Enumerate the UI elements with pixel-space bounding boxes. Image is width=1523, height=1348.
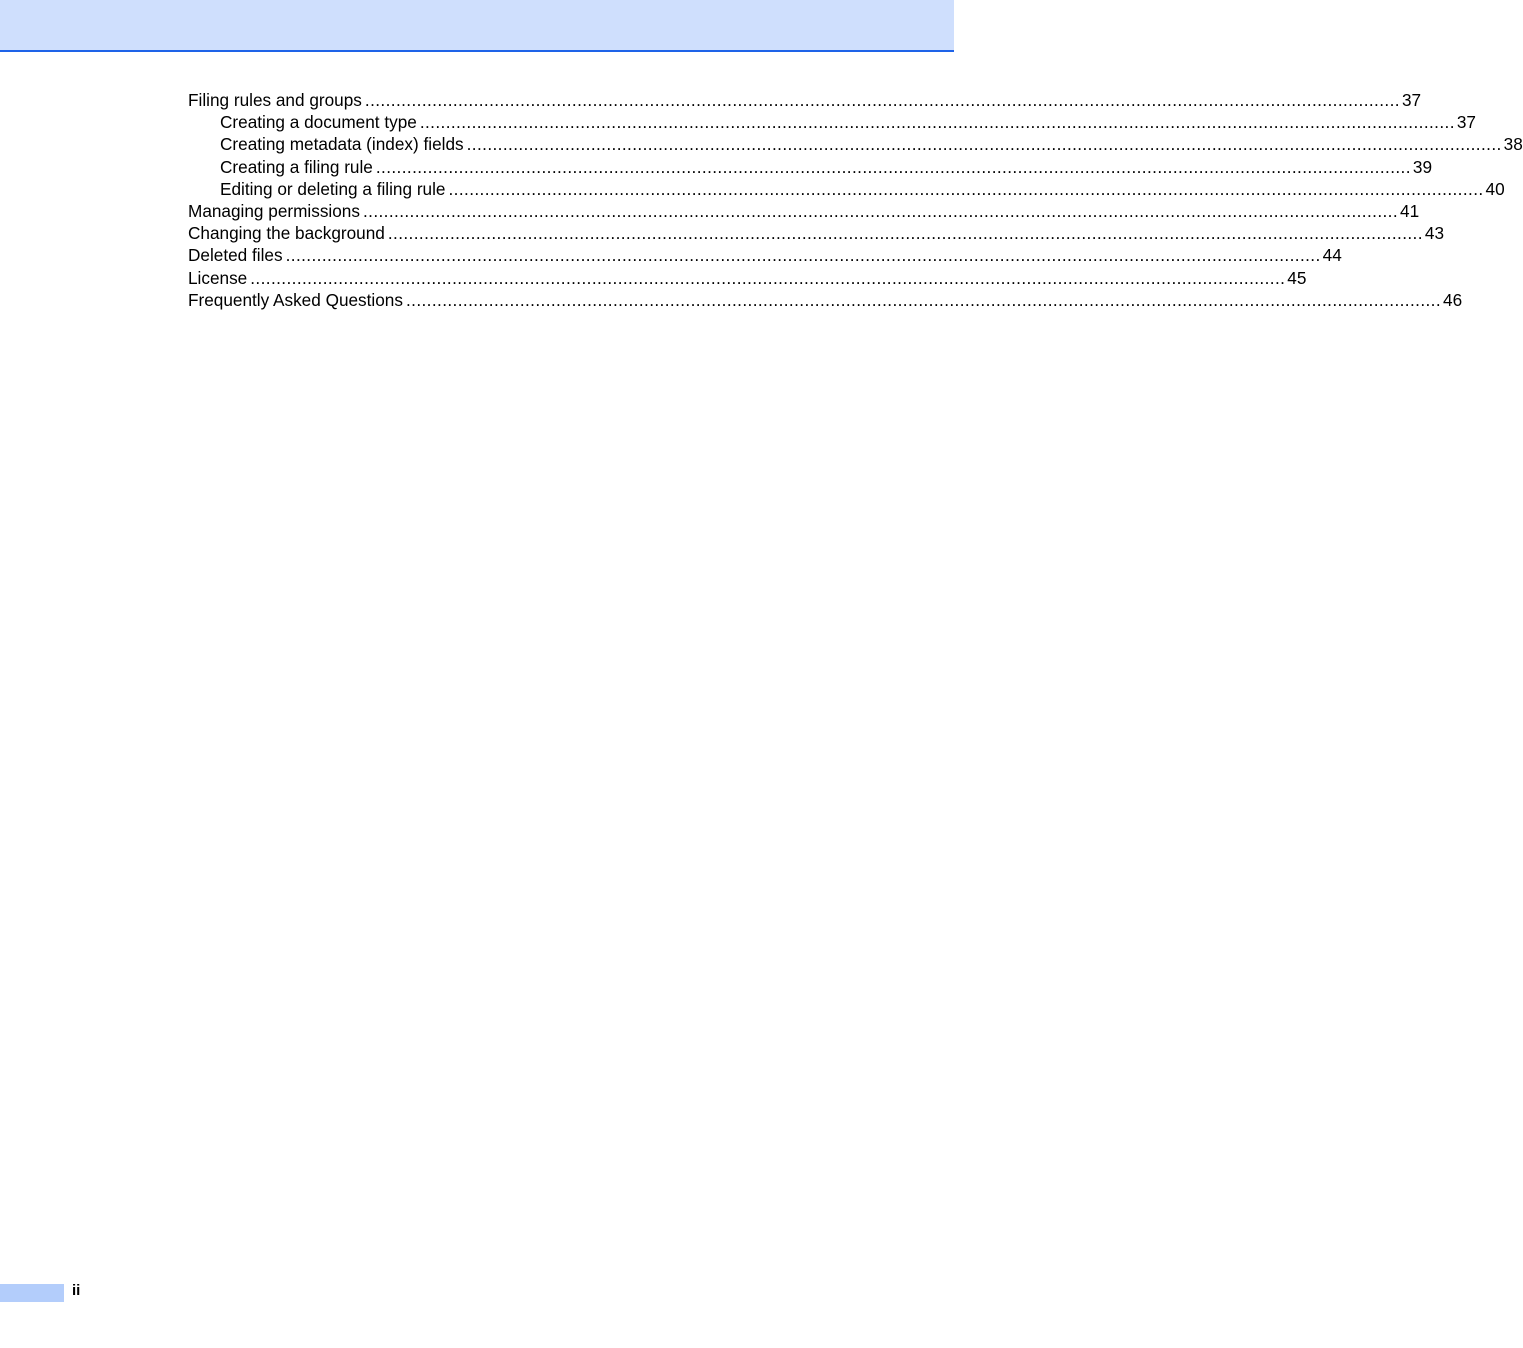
toc-entry-page: 46 [1443,289,1463,310]
toc-entry-page: 37 [1456,112,1476,133]
toc-entry-title: Deleted files [188,245,283,266]
toc-entry-page: 41 [1400,200,1420,221]
header-band [0,0,954,52]
toc-entry-page: 39 [1412,156,1433,177]
toc-entry-title: Changing the background [188,223,385,244]
toc-entry-page: 38 [1503,134,1523,155]
toc-entry-title: Editing or deleting a filing rule [220,178,446,199]
toc-dot-leader: ........................................................................................................................................................................................................ [419,112,1455,133]
toc-dot-leader: ........................................................................................................................................................................................................ [405,289,1442,310]
page-number: ii [72,1282,81,1299]
toc-entry[interactable] [188,178,1505,200]
toc-entry-title: Filing rules and groups [188,90,362,110]
toc-dot-leader: ........................................................................................................................................................................................................ [448,178,1484,199]
toc-entry[interactable] [188,267,1307,289]
toc-dot-leader: ........................................................................................................................................................................................................ [364,90,1400,110]
toc-entry[interactable] [188,89,1422,111]
toc-dot-leader: ........................................................................................................................................................................................................ [285,245,1321,266]
toc-entry-title: Managing permissions [188,200,360,221]
toc-entry[interactable] [188,200,1420,222]
toc-entry[interactable] [188,111,1476,133]
toc-entry-title: License [188,267,248,288]
toc-dot-leader: ........................................................................................................................................................................................................ [250,267,1286,288]
toc-entry[interactable] [188,222,1445,244]
toc-entry-page: 45 [1287,267,1307,288]
toc-entry[interactable] [188,156,1433,178]
toc-entry-title: Creating metadata (index) fields [220,134,464,155]
toc-entry[interactable] [188,289,1463,311]
toc-dot-leader: ........................................................................................................................................................................................................ [362,200,1399,221]
toc-dot-leader: ........................................................................................................................................................................................................ [387,223,1423,244]
toc-dot-leader: ........................................................................................................................................................................................................ [466,134,1502,155]
toc-entry-page: 43 [1424,223,1445,244]
toc-dot-leader: ........................................................................................................................................................................................................ [375,156,1411,177]
toc-entry-title: Frequently Asked Questions [188,289,403,310]
toc-entry-title: Creating a filing rule [220,156,373,177]
footer-band [0,1284,64,1302]
toc-entry[interactable] [188,244,1342,266]
toc-entry-page: 37 [1401,90,1422,110]
toc-entry-page: 40 [1485,178,1505,199]
toc-entry-page: 44 [1322,245,1342,266]
table-of-contents [188,89,1523,311]
toc-entry[interactable] [188,133,1523,155]
toc-entry-title: Creating a document type [220,112,417,133]
